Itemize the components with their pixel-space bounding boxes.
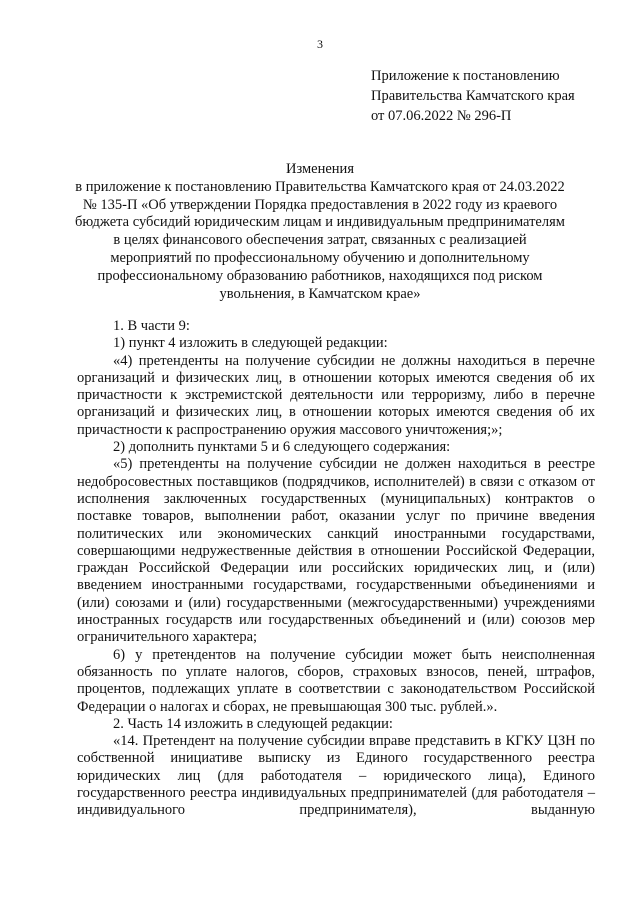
- paragraph: «4) претенденты на получение субсидии не должны находиться в перечне организаций и физических лиц, в отношении которых имеются сведения об их причастности к экстремистской деятельности или терроризму, либо в перечне организаций и физических лиц, в отношении которых имеются сведения об их причастности к распространению оружия массового уничтожения;»;: [77, 352, 595, 438]
- page-number: 3: [317, 37, 323, 51]
- heading-line: профессиональному образованию работников, находящихся под риском: [97, 267, 543, 284]
- annex-reference: [371, 66, 575, 126]
- annex-line: от 07.06.2022 № 296-П: [371, 108, 512, 124]
- heading-line: в приложение к постановлению Правительства Камчатского края от 24.03.2022: [75, 178, 565, 195]
- paragraph: 1) пункт 4 изложить в следующей редакции:: [113, 335, 388, 352]
- annex-line: Правительства Камчатского края: [371, 88, 575, 104]
- paragraph: 1. В части 9:: [113, 318, 190, 334]
- heading-line: увольнения, в Камчатском крае»: [219, 285, 421, 302]
- heading-title: Изменения: [286, 161, 354, 177]
- paragraph: 2) дополнить пунктами 5 и 6 следующего содержания:: [113, 439, 451, 456]
- paragraph: «14. Претендент на получение субсидии вправе представить в КГКУ ЦЗН по собственной инициативе выписку из Единого государственного реестра юридических лиц (для работодателя – юридического лица), Единого государственного реестра индивидуальных предпринимателей (для работодателя – индивидуального предпринимателя), выданную: [77, 733, 595, 819]
- annex-line: Приложение к постановлению: [371, 68, 560, 84]
- heading-line: № 135-П «Об утверждении Порядка предоставления в 2022 году из краевого: [82, 196, 558, 213]
- paragraph: 2. Часть 14 изложить в следующей редакции:: [113, 715, 393, 732]
- document-body: [77, 318, 595, 820]
- heading-line: мероприятий по профессиональному обучению и дополнительному: [110, 249, 530, 266]
- heading-line: в целях финансового обеспечения затрат, связанных с реализацией: [113, 232, 527, 249]
- paragraph: «5) претенденты на получение субсидии не должен находиться в реестре недобросовестных поставщиков (подрядчиков, исполнителей) в связи с отказом от исполнения заключенных государственных (муниципальных) контрактов о поставке товаров, выполнении работ, оказании услуг по причине введения политических или экономических санкций иностранными государствами, совершающими недружественные действия в отношении Российской Федерации, граждан Российской Федерации или российских юридических лиц, и (или) введением иностранными государствами, государственными объединениями и (или) союзами и (или) государственными (межгосударственными) учреждениями иностранных государств или государственных объединений и (или) союзов мер ограничительного характера;: [77, 456, 595, 646]
- heading-line: бюджета субсидий юридическим лицам и индивидуальным предпринимателям: [75, 214, 565, 231]
- document-heading: [70, 161, 570, 303]
- paragraph: 6) у претендентов на получение субсидии может быть неисполненная обязанность по уплате налогов, сборов, страховых взносов, пеней, штрафов, процентов, подлежащих уплате в соответствии с законодательством Российской Федерации о налогах и сборах, не превышающая 300 тыс. рублей.».: [77, 646, 595, 715]
